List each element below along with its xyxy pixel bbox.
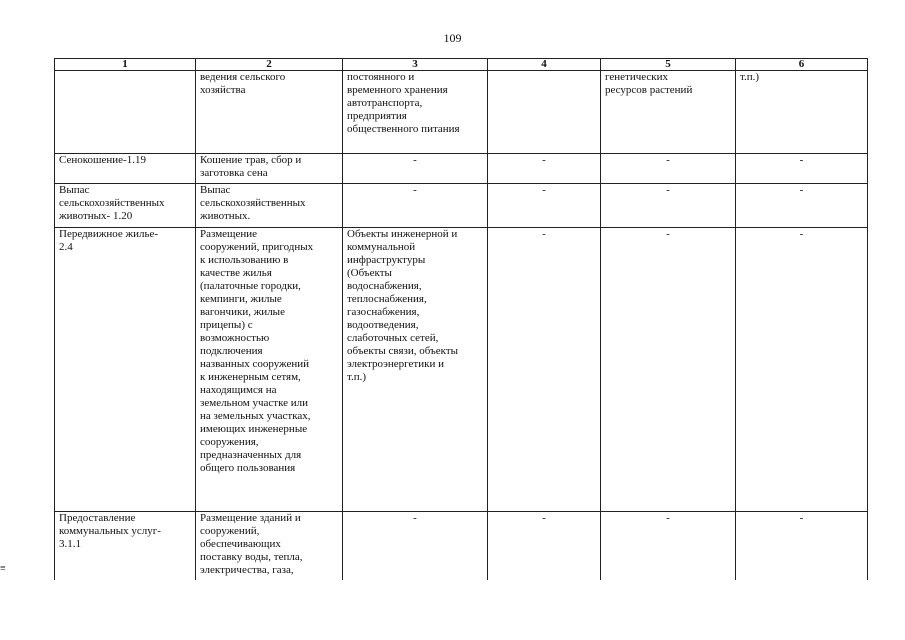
cell-col5: - bbox=[601, 512, 736, 580]
cell-auxiliary-uses: Объекты инженерной и коммунальной инфраструктуры (Объекты водоснабжения, теплоснабжения, газоснабжения, водоотведения, слаботочных сетей, объекты связи, объекты электроэнергетики и т.п.) bbox=[343, 228, 488, 512]
margin-mark: ≡ bbox=[0, 563, 6, 574]
cell-col6: - bbox=[736, 228, 868, 512]
column-header: 1 bbox=[55, 59, 196, 71]
header-row bbox=[55, 59, 868, 71]
cell-use-type: Предоставление коммунальных услуг- 3.1.1 bbox=[55, 512, 196, 580]
cell-auxiliary-uses: - bbox=[343, 512, 488, 580]
cell-description: Выпас сельскохозяйственных животных. bbox=[196, 184, 343, 228]
table-row bbox=[55, 228, 868, 512]
cell-col5: генетических ресурсов растений bbox=[601, 71, 736, 154]
column-header: 6 bbox=[736, 59, 868, 71]
cell-col6: - bbox=[736, 512, 868, 580]
cell-col5: - bbox=[601, 228, 736, 512]
cell-auxiliary-uses: - bbox=[343, 154, 488, 184]
column-header: 2 bbox=[196, 59, 343, 71]
cell-col4: - bbox=[488, 154, 601, 184]
page-number: 109 bbox=[443, 31, 462, 45]
table-row bbox=[55, 184, 868, 228]
cell-auxiliary-uses: постоянного и временного хранения автотранспорта, предприятия общественного питания bbox=[343, 71, 488, 154]
cell-description: Размещение зданий и сооружений, обеспечивающих поставку воды, тепла, электричества, газа, bbox=[196, 512, 343, 580]
cell-col4: - bbox=[488, 512, 601, 580]
regulations-table bbox=[54, 58, 868, 580]
table-row bbox=[55, 154, 868, 184]
cell-col5: - bbox=[601, 154, 736, 184]
cell-use-type: Сенокошение-1.19 bbox=[55, 154, 196, 184]
cell-col6: - bbox=[736, 154, 868, 184]
cell-use-type: Передвижное жилье- 2.4 bbox=[55, 228, 196, 512]
cell-use-type bbox=[55, 71, 196, 154]
cell-col6: т.п.) bbox=[736, 71, 868, 154]
cell-description: Кошение трав, сбор и заготовка сена bbox=[196, 154, 343, 184]
cell-col4 bbox=[488, 71, 601, 154]
cell-use-type: Выпас сельскохозяйственных животных- 1.20 bbox=[55, 184, 196, 228]
cell-col4: - bbox=[488, 184, 601, 228]
column-header: 4 bbox=[488, 59, 601, 71]
table-row bbox=[55, 71, 868, 154]
cell-auxiliary-uses: - bbox=[343, 184, 488, 228]
column-header: 5 bbox=[601, 59, 736, 71]
cell-col6: - bbox=[736, 184, 868, 228]
cell-col4: - bbox=[488, 228, 601, 512]
cell-description: ведения сельского хозяйства bbox=[196, 71, 343, 154]
cell-description: Размещение сооружений, пригодных к использованию в качестве жилья (палаточные городки, кемпинги, жилые вагончики, жилые прицепы) с возможностью подключения названных сооружений к инженерным сетям, находящимся на земельном участке или на земельных участках, имеющих инженерные сооружения, предназначенных для общего пользования bbox=[196, 228, 343, 512]
column-header: 3 bbox=[343, 59, 488, 71]
cell-col5: - bbox=[601, 184, 736, 228]
table-row bbox=[55, 512, 868, 580]
